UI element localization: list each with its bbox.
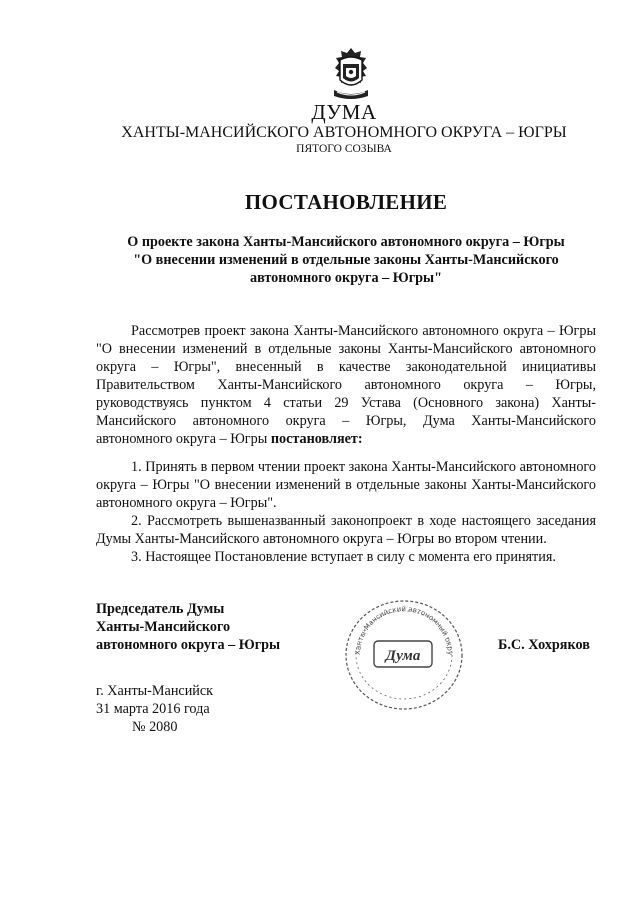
document-date: 31 марта 2016 года (96, 701, 210, 717)
subject-line-2: "О внесении изменений в отдельные законы Ханты-Мансийского (133, 252, 559, 268)
signer-name: Б.С. Хохряков (498, 637, 590, 653)
intro-text: Рассмотрев проект закона Ханты-Мансийского автономного округа – Югры "О внесении изменений в отдельные законы Ханты-Мансийского автономного округа – Югры", внесенный в качестве законодательной инициативы Правительством Ханты-Мансийского автономного округа – Югры, руководствуясь пунктом 4 статьи 29 Устава (Основного закона) Ханты-Мансийского автономного округа – Югры, Дума Ханты-Мансийского автономного округа – Югры (96, 323, 596, 447)
signer-title-line-3: автономного округа – Югры (96, 637, 281, 653)
signer-title-line-2: Ханты-Мансийского (96, 619, 231, 635)
seal-center-text: Дума (385, 648, 421, 664)
resolves-word: постановляет: (270, 431, 363, 447)
document-number: № 2080 (132, 719, 178, 735)
subject-line-1: О проекте закона Ханты-Мансийского автономного округа – Югры (127, 234, 565, 250)
subject-line-3: автономного округа – Югры" (250, 270, 442, 286)
document-subject (96, 233, 596, 287)
signer-title-line-1: Председатель Думы (96, 601, 225, 617)
intro-paragraph (96, 322, 596, 448)
region-name: ХАНТЫ-МАНСИЙСКОГО АВТОНОМНОГО ОКРУГА – ЮГРЫ (121, 124, 567, 141)
place-city: г. Ханты-Мансийск (96, 683, 214, 699)
resolution-item-2: 2. Рассмотреть вышеназванный законопроект в ходе настоящего заседания Думы Ханты-Мансийского автономного округа – Югры во втором чтении. (96, 513, 596, 547)
convocation: ПЯТОГО СОЗЫВА (296, 143, 392, 155)
coat-of-arms-emblem (329, 46, 373, 102)
resolution-item-1: 1. Принять в первом чтении проект закона Ханты-Мансийского автономного округа – Югры "О внесении изменений в отдельные законы Ханты-Мансийского автономного округа – Югры". (96, 459, 596, 511)
signer-title (96, 600, 280, 654)
official-seal (340, 595, 468, 715)
document-type: ПОСТАНОВЛЕНИЕ (244, 190, 448, 214)
resolution-item-3: 3. Настоящее Постановление вступает в силу с момента его принятия. (131, 549, 556, 565)
seal-ring-text: Ханты-Мансийский автономный окру (353, 604, 455, 656)
institution-name: ДУМА (311, 100, 377, 124)
